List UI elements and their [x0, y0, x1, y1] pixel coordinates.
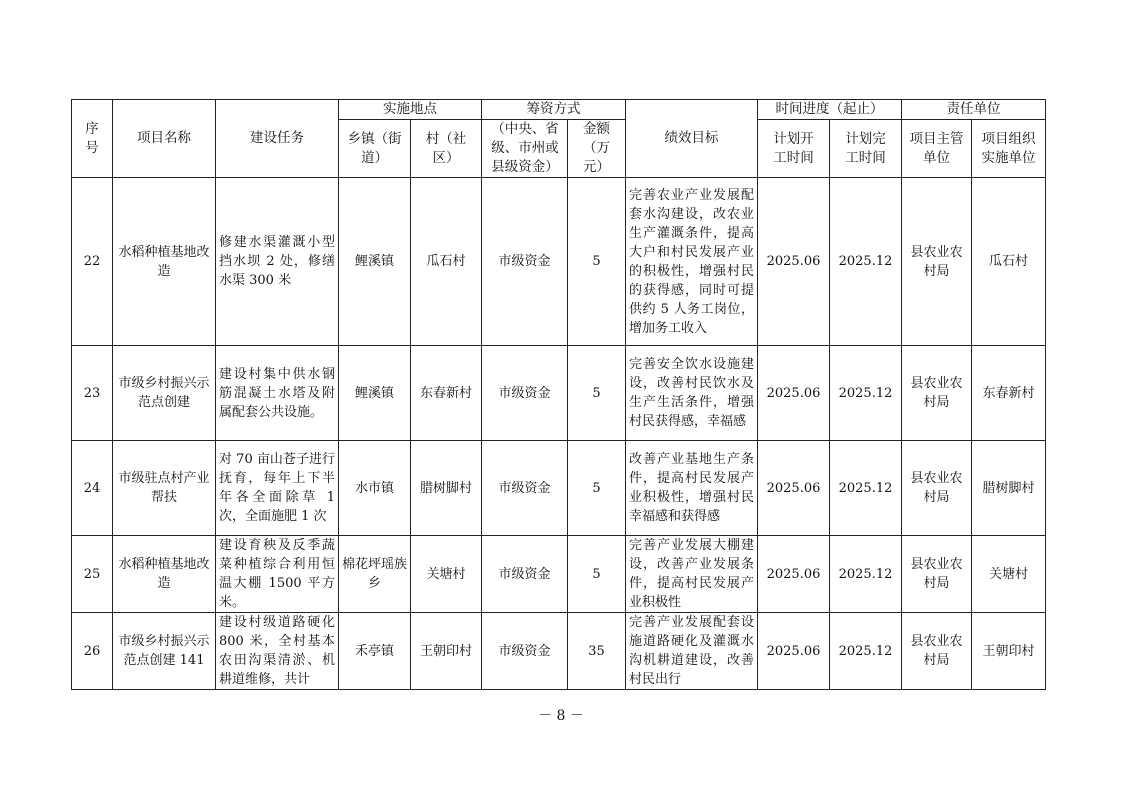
- row-seq: 24: [72, 441, 113, 536]
- row-end: 2025.12: [830, 536, 902, 613]
- header-town: 乡镇（街道）: [339, 120, 411, 178]
- row-supervisor: 县农业农村局: [902, 178, 972, 346]
- table-row: [72, 536, 1046, 613]
- row-village: 王朝印村: [411, 613, 482, 690]
- row-start: 2025.06: [758, 178, 830, 346]
- row-end: 2025.12: [830, 441, 902, 536]
- project-table: [71, 99, 1046, 690]
- row-name: 市级乡村振兴示范点创建 141: [113, 613, 216, 690]
- row-task: 对 70 亩山苍子进行抚育，每年上下半年各全面除草 1 次，全面施肥 1 次: [216, 441, 339, 536]
- row-town: 水市镇: [339, 441, 411, 536]
- row-amount: 5: [568, 346, 626, 441]
- table-row: [72, 346, 1046, 441]
- header-project-name: 项目名称: [113, 100, 216, 178]
- row-amount: 35: [568, 613, 626, 690]
- row-goal: 完善产业发展大棚建设，改善产业发展条件，提高村民发展产业积极性: [626, 536, 758, 613]
- header-supervisor: 项目主管单位: [902, 120, 972, 178]
- row-source: 市级资金: [482, 346, 568, 441]
- row-source: 市级资金: [482, 536, 568, 613]
- row-source: 市级资金: [482, 441, 568, 536]
- row-source: 市级资金: [482, 613, 568, 690]
- row-implementer: 腊树脚村: [972, 441, 1046, 536]
- row-amount: 5: [568, 441, 626, 536]
- header-task: 建设任务: [216, 100, 339, 178]
- row-goal: 改善产业基地生产条件，提高村民发展产业积极性，增强村民幸福感和获得感: [626, 441, 758, 536]
- row-goal: 完善安全饮水设施建设，改善村民饮水及生产生活条件，增强村民获得感，幸福感: [626, 346, 758, 441]
- row-end: 2025.12: [830, 178, 902, 346]
- header-schedule: 时间进度（起止）: [758, 100, 902, 120]
- header-end: 计划完工时间: [830, 120, 902, 178]
- row-implementer: 瓜石村: [972, 178, 1046, 346]
- row-goal: 完善产业发展配套设施道路硬化及灌溉水沟机耕道建设，改善村民出行: [626, 613, 758, 690]
- header-amount: 金额（万元）: [568, 120, 626, 178]
- row-name: 市级驻点村产业帮扶: [113, 441, 216, 536]
- header-start: 计划开工时间: [758, 120, 830, 178]
- row-supervisor: 县农业农村局: [902, 536, 972, 613]
- row-start: 2025.06: [758, 613, 830, 690]
- page-number: － 8 －: [538, 708, 584, 724]
- row-town: 鲤溪镇: [339, 346, 411, 441]
- row-implementer: 王朝印村: [972, 613, 1046, 690]
- row-village: 腊树脚村: [411, 441, 482, 536]
- row-seq: 23: [72, 346, 113, 441]
- table-row: [72, 441, 1046, 536]
- table-row: [72, 613, 1046, 690]
- row-supervisor: 县农业农村局: [902, 441, 972, 536]
- row-seq: 25: [72, 536, 113, 613]
- row-seq: 26: [72, 613, 113, 690]
- row-name: 水稻种植基地改造: [113, 178, 216, 346]
- row-implementer: 东春新村: [972, 346, 1046, 441]
- row-source: 市级资金: [482, 178, 568, 346]
- row-name: 水稻种植基地改造: [113, 536, 216, 613]
- row-town: 禾亭镇: [339, 613, 411, 690]
- row-goal: 完善农业产业发展配套水沟建设，改农业生产灌溉条件，提高大户和村民发展产业的积极性，增强村民的获得感，同时可提供约 5 人务工岗位，增加务工收入: [626, 178, 758, 346]
- row-town: 棉花坪瑶族乡: [339, 536, 411, 613]
- header-responsible: 责任单位: [902, 100, 1046, 120]
- table-row: [72, 178, 1046, 346]
- row-start: 2025.06: [758, 441, 830, 536]
- row-start: 2025.06: [758, 346, 830, 441]
- row-end: 2025.12: [830, 346, 902, 441]
- row-name: 市级乡村振兴示范点创建: [113, 346, 216, 441]
- header-implementer: 项目组织实施单位: [972, 120, 1046, 178]
- header-source: （中央、省级、市州或县级资金）: [482, 120, 568, 178]
- header-goal: 绩效目标: [626, 100, 758, 178]
- row-task: 建设村集中供水钢筋混凝土水塔及附属配套公共设施。: [216, 346, 339, 441]
- row-supervisor: 县农业农村局: [902, 346, 972, 441]
- row-amount: 5: [568, 178, 626, 346]
- header-seq: 序号: [72, 100, 113, 178]
- row-task: 建设育秧及反季蔬菜种植综合利用恒温大棚 1500 平方米。: [216, 536, 339, 613]
- row-implementer: 关塘村: [972, 536, 1046, 613]
- header-village: 村（社区）: [411, 120, 482, 178]
- row-town: 鲤溪镇: [339, 178, 411, 346]
- row-amount: 5: [568, 536, 626, 613]
- header-location: 实施地点: [339, 100, 482, 120]
- row-village: 瓜石村: [411, 178, 482, 346]
- row-end: 2025.12: [830, 613, 902, 690]
- row-supervisor: 县农业农村局: [902, 613, 972, 690]
- row-village: 关塘村: [411, 536, 482, 613]
- row-seq: 22: [72, 178, 113, 346]
- row-start: 2025.06: [758, 536, 830, 613]
- row-task: 修建水渠灌溉小型挡水坝 2 处，修缮水渠 300 米: [216, 178, 339, 346]
- header-funding: 筹资方式: [482, 100, 626, 120]
- row-task: 建设村级道路硬化 800 米，全村基本农田沟渠清淤、机耕道维修，共计: [216, 613, 339, 690]
- row-village: 东春新村: [411, 346, 482, 441]
